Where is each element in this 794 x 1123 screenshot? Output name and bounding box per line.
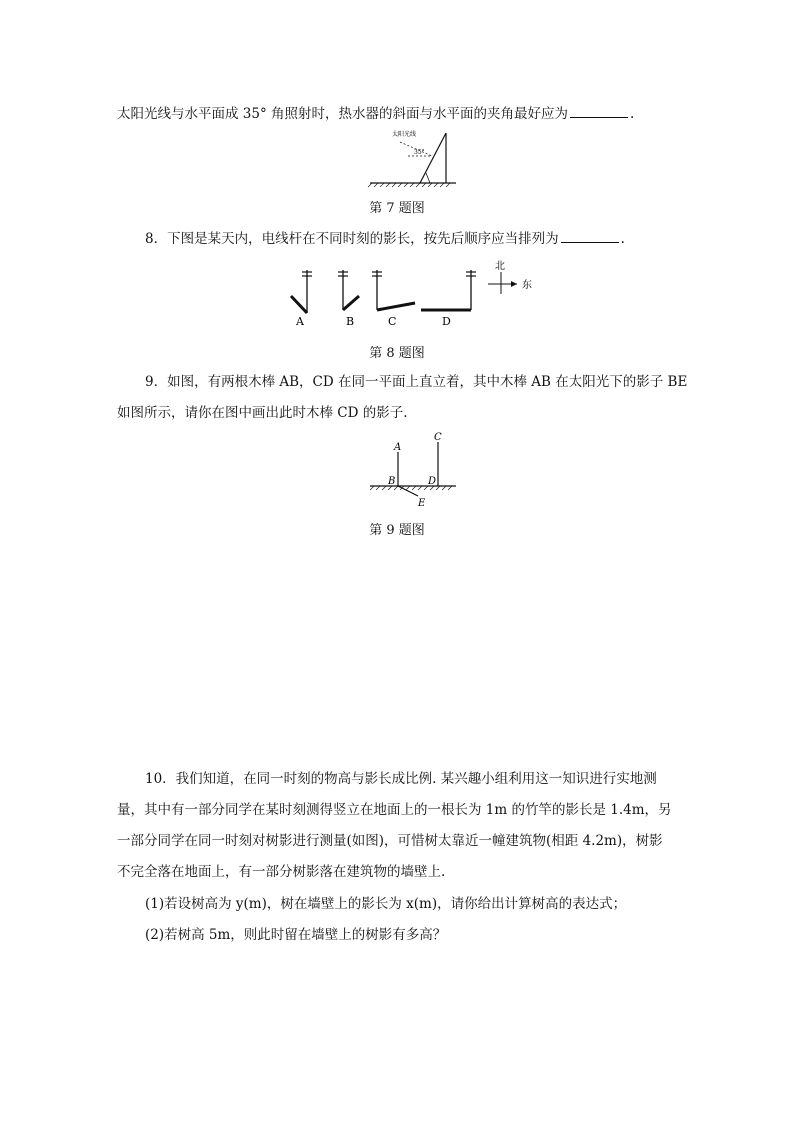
compass-east-label: 东	[522, 280, 532, 291]
q8-label-d: D	[442, 315, 451, 328]
q7-angle-label: 35°	[414, 149, 425, 156]
compass-north-label: 北	[495, 261, 505, 272]
q9-caption: 第 9 题图	[369, 523, 425, 538]
q7-figure	[370, 128, 470, 188]
q8-label-a: A	[296, 315, 304, 328]
q9-label-c: C	[434, 432, 442, 443]
q8-label-c: C	[388, 315, 397, 328]
q7-period: .	[630, 106, 635, 122]
q9-label-a: A	[394, 442, 402, 453]
q10-line1: 10．我们知道，在同一时刻的物高与影长成比例. 某兴趣小组利用这一知识进行实地测	[145, 771, 657, 787]
q7-caption: 第 7 题图	[369, 201, 425, 216]
q8-answer-blank[interactable]	[561, 228, 619, 243]
q7-text	[117, 103, 634, 124]
q8-label-b: B	[346, 315, 355, 328]
q9-label-d: D	[428, 476, 437, 487]
q8-pole-b	[338, 270, 359, 310]
q10-sub2: (2)若树高 5m，则此时留在墙壁上的树影有多高？	[145, 927, 447, 943]
q8-text	[145, 228, 625, 249]
q10-sub1: (1)若设树高为 y(m)，树在墙壁上的影长为 x(m)，请你给出计算树高的表达式；	[145, 896, 627, 912]
q10-line3: 一部分同学在同一时刻对树影进行测量(如图)，可惜树太靠近一幢建筑物(相距 4.2m)，树影	[117, 833, 663, 849]
q8-pole-d	[421, 270, 476, 310]
q8-pole-a	[291, 270, 312, 313]
q8-caption: 第 8 题图	[369, 346, 425, 361]
q9-label-e: E	[418, 498, 426, 509]
q9-label-b: B	[388, 476, 396, 487]
q7-answer-blank[interactable]	[570, 103, 628, 118]
q8-text-main: 8．下图是某天内，电线杆在不同时刻的影长，按先后顺序应当排列为	[145, 231, 559, 247]
q8-pole-c	[372, 270, 415, 310]
q8-figure	[285, 258, 545, 328]
q9-figure	[370, 430, 470, 510]
q8-period: .	[620, 231, 625, 247]
compass-icon	[488, 260, 532, 294]
q9-line2: 如图所示，请你在图中画出此时木棒 CD 的影子.	[117, 405, 408, 421]
q7-text-main: 太阳光线与水平面成 35° 角照射时，热水器的斜面与水平面的夹角最好应为	[117, 106, 569, 122]
q9-line1: 9．如图，有两根木棒 AB，CD 在同一平面上直立着，其中木棒 AB 在太阳光下的影子 BE	[145, 374, 688, 390]
q7-sunray-label: 太阳光线	[392, 131, 417, 138]
q10-line4: 不完全落在地面上，有一部分树影落在建筑物的墙壁上.	[117, 864, 446, 880]
q10-line2: 量，其中有一部分同学在某时刻测得竖立在地面上的一根长为 1m 的竹竿的影长是 1.4m，另	[117, 802, 672, 818]
